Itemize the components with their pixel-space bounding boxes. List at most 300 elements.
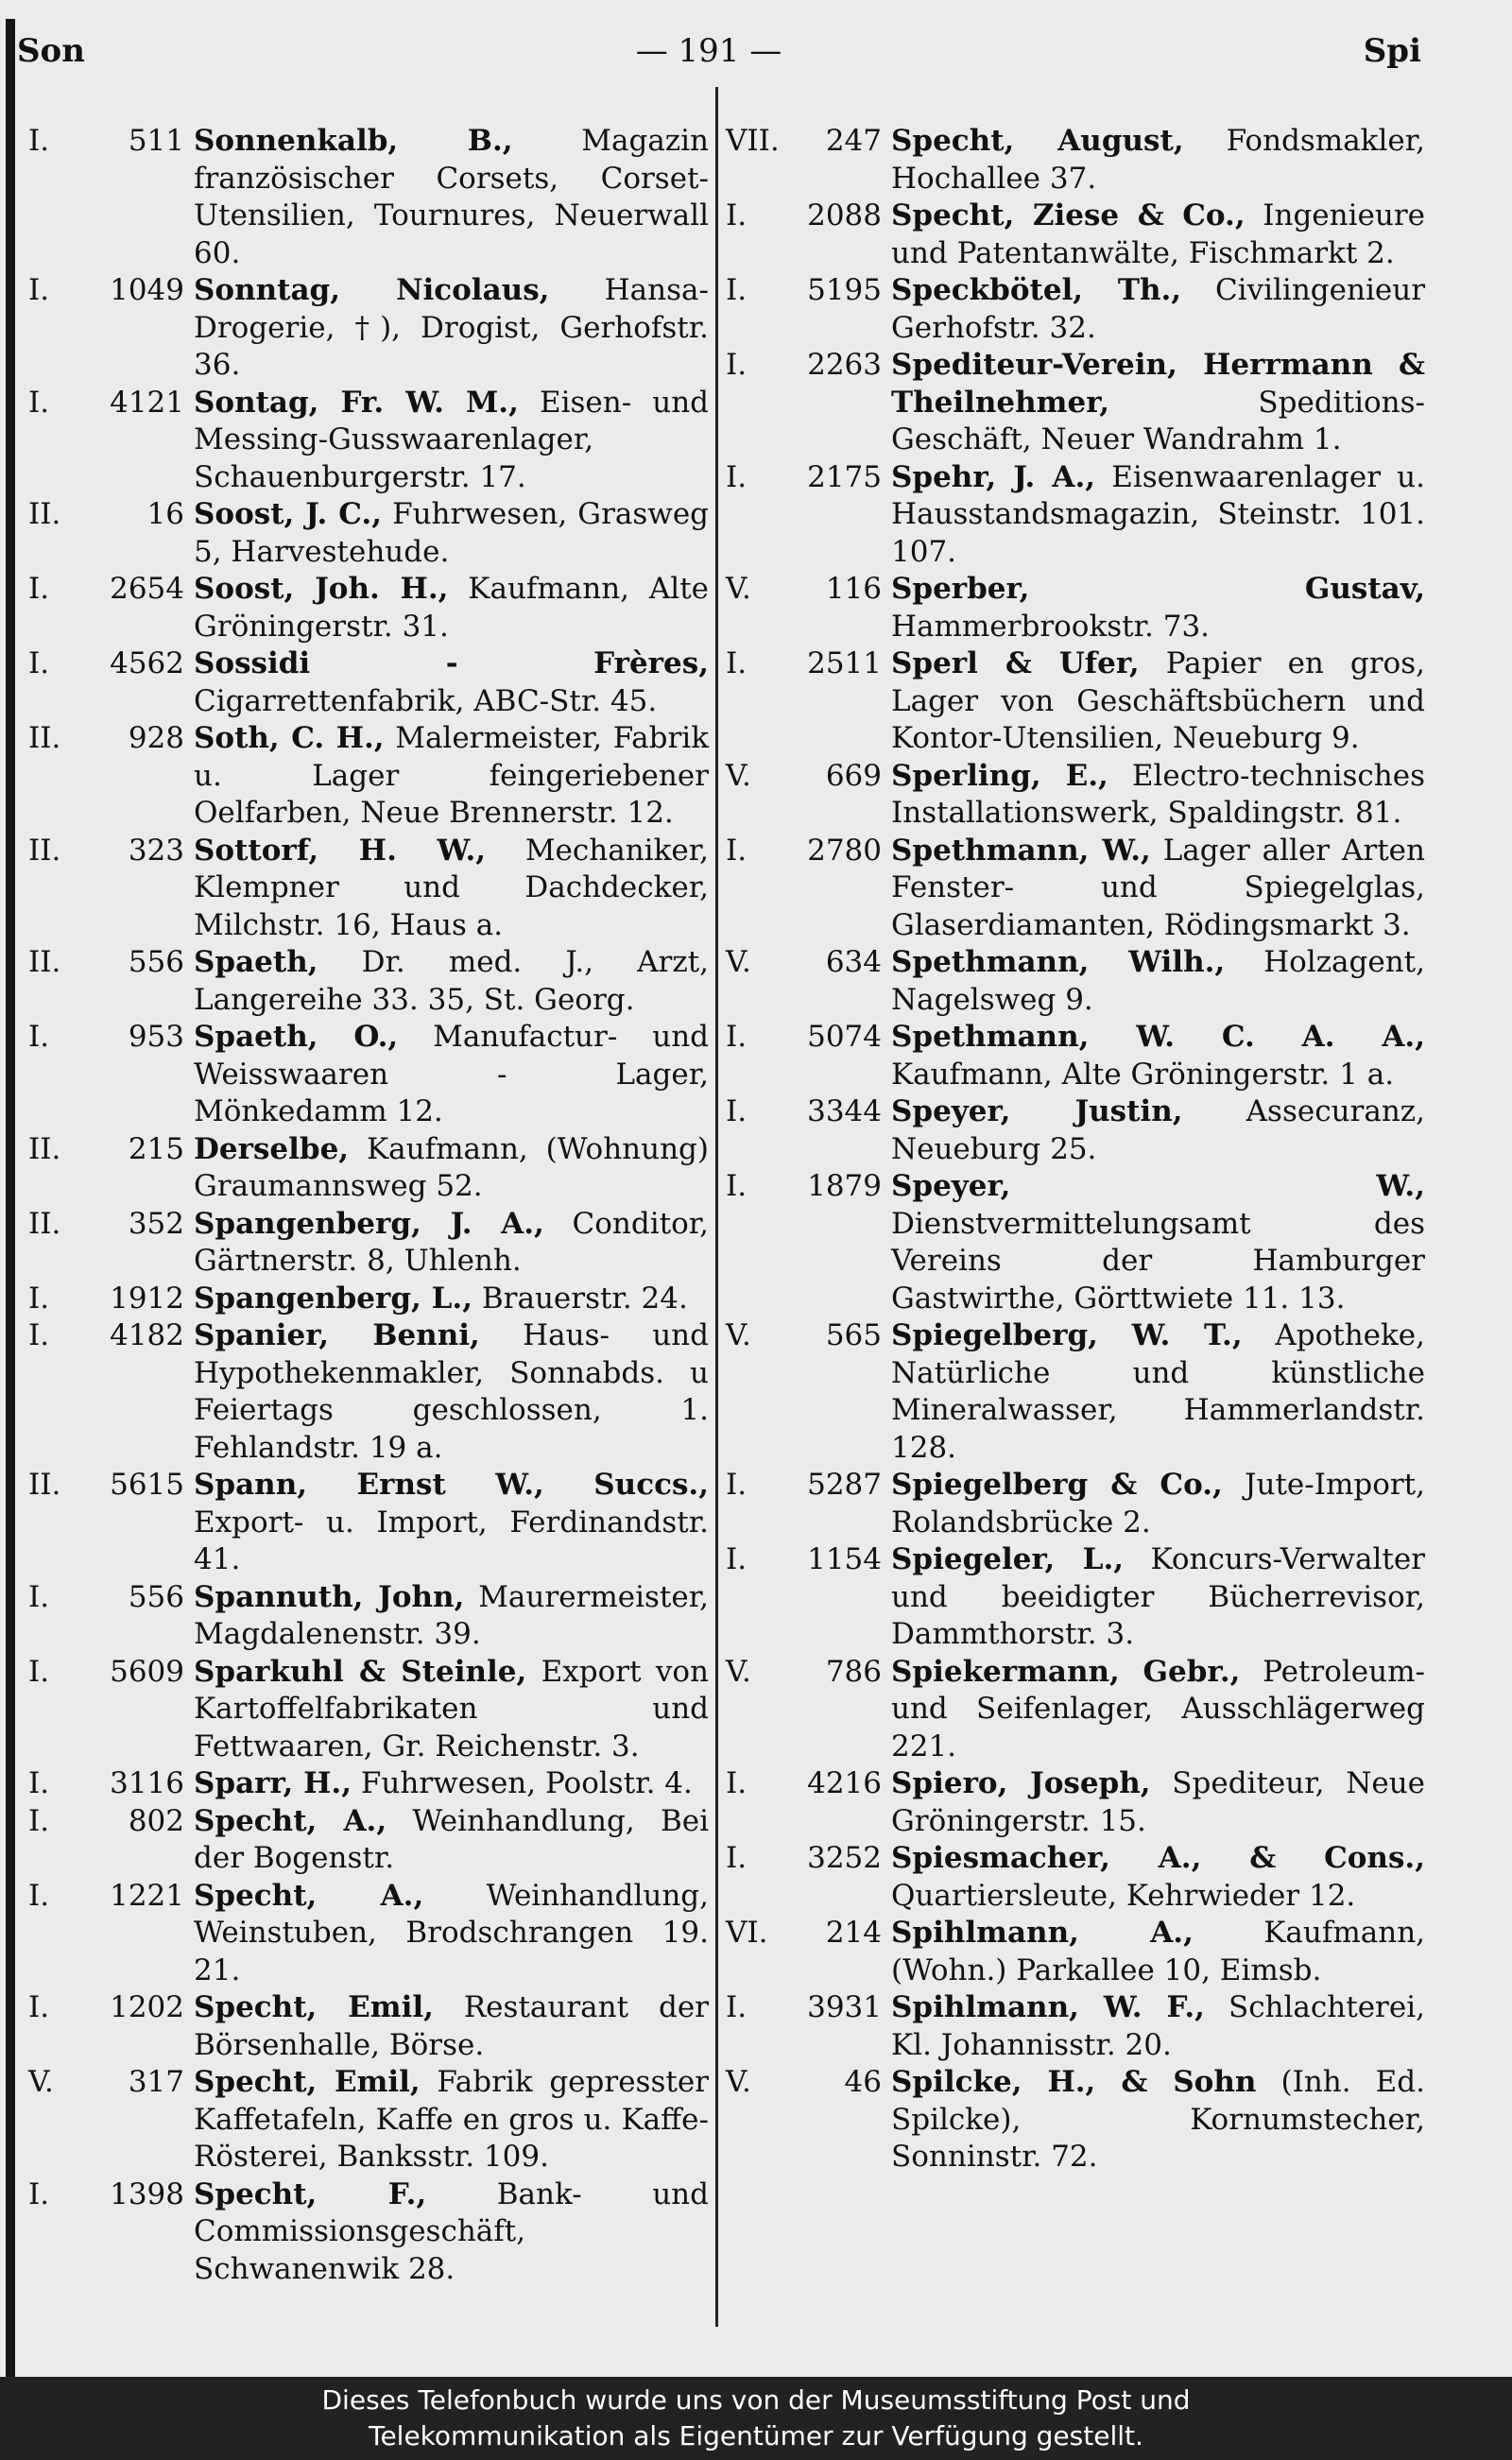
entry-text: Kaufmann, Alte Gröningerstr. 31. <box>194 572 709 644</box>
entry-name: Sontag, Fr. W. M., <box>194 385 519 420</box>
directory-entry <box>28 385 709 497</box>
entry-district: I. <box>28 1020 50 1054</box>
entry-phone: 2088 <box>807 198 882 232</box>
entry-body <box>891 272 1425 347</box>
footer-line-1: Dieses Telefonbuch wurde uns von der Museumsstiftung Post und <box>321 2384 1191 2416</box>
directory-entry <box>726 833 1425 945</box>
entry-phone: 3931 <box>807 1990 882 2024</box>
entry-text: Kaufmann, (Wohn.) Parkallee 10, Eimsb. <box>891 1916 1426 1987</box>
entry-phone: 1049 <box>110 273 184 307</box>
entry-name: Spann, Ernst W., Succs., <box>194 1468 709 1502</box>
entry-name: Spiesmacher, A., & Cons., <box>891 1841 1425 1875</box>
entry-district: I. <box>726 348 747 382</box>
entry-phone: 928 <box>128 721 184 755</box>
entry-number <box>28 272 194 385</box>
entry-name: Sperling, E., <box>891 758 1108 793</box>
entry-text: Malermeister, Fabrik u. Lager feingeriebener Oelfarben, Neue Brennerstr. 12. <box>194 721 709 830</box>
directory-entry <box>28 1131 709 1206</box>
directory-entry <box>726 645 1425 758</box>
entry-number <box>726 571 891 645</box>
entry-phone: 4182 <box>110 1318 184 1352</box>
running-head <box>0 32 1512 79</box>
entry-body <box>194 496 709 571</box>
directory-entry <box>28 944 709 1019</box>
entry-number <box>726 1467 891 1541</box>
entry-phone: 3344 <box>807 1094 882 1128</box>
entry-number <box>726 272 891 347</box>
entry-body <box>194 1019 709 1131</box>
entry-name: Spiero, Joseph, <box>891 1766 1151 1800</box>
entry-number <box>28 944 194 1019</box>
entry-text: Quartiersleute, Kehrwieder 12. <box>891 1878 1356 1913</box>
entry-district: I. <box>28 124 50 158</box>
directory-entry <box>726 198 1425 272</box>
entry-text: Dr. med. J., Arzt, Langereihe 33. 35, St. Georg. <box>194 945 710 1017</box>
entry-number <box>28 2064 194 2176</box>
directory-entry <box>28 571 709 645</box>
entry-phone: 669 <box>825 758 882 793</box>
entry-body <box>891 1765 1425 1840</box>
directory-entry <box>726 1317 1425 1467</box>
directory-entry <box>28 1765 709 1803</box>
directory-entry <box>726 1989 1425 2064</box>
entry-district: I. <box>726 1468 747 1502</box>
directory-entry <box>726 758 1425 833</box>
entry-name: Spangenberg, J. A., <box>194 1206 544 1241</box>
entry-district: I. <box>28 1878 50 1913</box>
entry-phone: 5287 <box>807 1468 882 1502</box>
directory-entry <box>726 944 1425 1019</box>
entry-text: Koncurs-Verwalter und beeidigter Bücherrevisor, Dammthorstr. 3. <box>891 1542 1425 1651</box>
entry-number <box>726 944 891 1019</box>
entry-body <box>891 571 1425 645</box>
directory-entry <box>726 459 1425 572</box>
entry-body <box>194 1989 709 2064</box>
entry-number <box>726 1989 891 2064</box>
entry-district: I. <box>28 1318 50 1352</box>
entry-phone: 2511 <box>807 646 882 680</box>
entry-number <box>28 385 194 497</box>
entry-phone: 2263 <box>807 348 882 382</box>
entry-phone: 1202 <box>110 1990 184 2024</box>
entry-text: Kaufmann, (Wohnung) Graumannsweg 52. <box>194 1131 709 1203</box>
entry-number <box>726 1915 891 1989</box>
directory-entry <box>726 123 1425 198</box>
directory-entry <box>28 272 709 385</box>
entry-phone: 247 <box>825 124 882 158</box>
directory-entry <box>726 1093 1425 1168</box>
entry-district: I. <box>28 1803 50 1838</box>
entry-phone: 953 <box>128 1020 184 1054</box>
page-number: — 191 — <box>635 32 782 70</box>
entry-text: Hammerbrookstr. 73. <box>891 609 1211 644</box>
entry-text: Magazin französischer Corsets, Corset-Utensilien, Tournures, Neuerwall 60. <box>194 124 710 270</box>
entry-body <box>194 1803 709 1878</box>
entry-text: Schlachterei, Kl. Johannisstr. 20. <box>891 1990 1425 2062</box>
entry-name: Sperl & Ufer, <box>891 646 1140 680</box>
entry-district: I. <box>726 1094 747 1128</box>
entry-district: I. <box>28 646 50 680</box>
entry-name: Spiegelberg & Co., <box>891 1468 1223 1502</box>
entry-number <box>28 1281 194 1318</box>
entry-phone: 556 <box>128 1579 184 1614</box>
header-right: Spi <box>1363 32 1421 70</box>
directory-entry <box>28 2064 709 2176</box>
entry-body <box>891 2064 1425 2176</box>
entry-number <box>726 833 891 945</box>
entry-text: Eisen- und Messing-Gusswaarenlager, Schauenburgerstr. 17. <box>194 385 710 494</box>
entry-name: Sparkuhl & Steinle, <box>194 1654 527 1689</box>
entry-phone: 634 <box>825 945 882 979</box>
entry-body <box>891 1467 1425 1541</box>
left-column <box>28 123 709 2288</box>
entry-district: V. <box>726 945 751 979</box>
entry-body <box>194 645 709 720</box>
entry-text: Kaufmann, Alte Gröningerstr. 1 a. <box>891 1057 1395 1092</box>
entry-text: Lager aller Arten Fenster- und Spiegelglas, Glaserdiamanten, Rödingsmarkt 3. <box>891 833 1425 942</box>
entry-body <box>891 944 1425 1019</box>
entry-district: I. <box>726 459 747 494</box>
entry-name: Spihlmann, A., <box>891 1916 1194 1950</box>
entry-body <box>891 758 1425 833</box>
entry-text: Apotheke, Natürliche und künstliche Mineralwasser, Hammerlandstr. 128. <box>891 1318 1425 1465</box>
entry-text: Export von Kartoffelfabrikaten und Fettwaaren, Gr. Reichenstr. 3. <box>194 1654 709 1763</box>
entry-number <box>28 1131 194 1206</box>
footer-line-2: Telekommunikation als Eigentümer zur Verfügung gestellt. <box>369 2420 1143 2451</box>
entry-body <box>194 272 709 385</box>
entry-phone: 565 <box>825 1318 882 1352</box>
entry-number <box>28 1579 194 1654</box>
entry-district: I. <box>726 1766 747 1800</box>
entry-district: I. <box>28 572 50 606</box>
directory-entry <box>28 1281 709 1318</box>
entry-body <box>891 459 1425 572</box>
entry-text: Jute-Import, Rolandsbrücke 2. <box>891 1468 1425 1540</box>
entry-number <box>726 1168 891 1317</box>
entry-text: Petroleum- und Seifenlager, Ausschlägerweg 221. <box>891 1654 1425 1763</box>
entry-district: II. <box>28 833 61 868</box>
entry-name: Spaeth, O., <box>194 1020 399 1054</box>
entry-phone: 214 <box>825 1916 882 1950</box>
entry-number <box>726 459 891 572</box>
entry-name: Specht, Emil, <box>194 1990 434 2024</box>
entry-text: Assecuranz, Neueburg 25. <box>891 1094 1425 1166</box>
entry-district: VII. <box>726 124 780 158</box>
entry-text: (Inh. Ed. Spilcke), Kornumstecher, Sonninstr. 72. <box>891 2065 1425 2174</box>
entry-phone: 1221 <box>110 1878 184 1913</box>
entry-name: Spethmann, Wilh., <box>891 945 1226 979</box>
entry-phone: 1154 <box>807 1542 882 1576</box>
entry-number <box>28 1878 194 1990</box>
entry-phone: 323 <box>128 833 184 868</box>
entry-text: Fondsmakler, Hochallee 37. <box>891 124 1425 196</box>
entry-body <box>194 1765 709 1803</box>
entry-number <box>28 496 194 571</box>
entry-phone: 2654 <box>110 572 184 606</box>
entry-district: I. <box>28 273 50 307</box>
entry-name: Spethmann, W., <box>891 833 1151 868</box>
header-left: Son <box>17 32 85 70</box>
entry-body <box>891 1317 1425 1467</box>
entry-body <box>194 1579 709 1654</box>
entry-number <box>28 720 194 833</box>
entry-phone: 1912 <box>110 1281 184 1316</box>
directory-entry <box>726 1467 1425 1541</box>
entry-district: I. <box>726 1542 747 1576</box>
entry-name: Speyer, W., <box>891 1169 1425 1203</box>
entry-number <box>28 1019 194 1131</box>
entry-body <box>194 720 709 833</box>
entry-phone: 786 <box>825 1654 882 1689</box>
entry-number <box>726 1840 891 1915</box>
entry-phone: 556 <box>128 945 184 979</box>
entry-name: Soost, Joh. H., <box>194 572 449 606</box>
entry-number <box>726 645 891 758</box>
directory-entry <box>726 1915 1425 1989</box>
entry-district: VI. <box>726 1916 768 1950</box>
entry-name: Sottorf, H. W., <box>194 833 487 868</box>
entry-name: Soth, C. H., <box>194 721 385 755</box>
entry-name: Specht, Ziese & Co., <box>891 198 1246 232</box>
entry-number <box>726 1019 891 1093</box>
directory-entry <box>726 1765 1425 1840</box>
entry-body <box>891 645 1425 758</box>
directory-entry <box>28 833 709 945</box>
entry-number <box>28 833 194 945</box>
entry-name: Specht, F., <box>194 2176 427 2211</box>
directory-entry <box>726 347 1425 459</box>
entry-name: Specht, Emil, <box>194 2065 421 2099</box>
directory-entry <box>28 1579 709 1654</box>
entry-district: II. <box>28 721 61 755</box>
entry-phone: 46 <box>844 2065 882 2099</box>
entry-body <box>194 385 709 497</box>
entry-phone: 352 <box>128 1206 184 1241</box>
directory-entry <box>28 645 709 720</box>
entry-body <box>891 1541 1425 1654</box>
entry-text: Maurermeister, Magdalenenstr. 39. <box>194 1579 709 1651</box>
directory-entry <box>28 1317 709 1467</box>
entry-body <box>891 123 1425 198</box>
directory-entry <box>28 1654 709 1766</box>
entry-district: V. <box>726 572 751 606</box>
page-spine <box>6 19 15 2377</box>
entry-body <box>194 1467 709 1579</box>
entry-name: Derselbe, <box>194 1131 350 1166</box>
entry-name: Sonnenkalb, B., <box>194 124 513 158</box>
entry-number <box>726 1317 891 1467</box>
entry-text: Weinhandlung, Bei der Bogenstr. <box>194 1803 709 1875</box>
entry-phone: 4562 <box>110 646 184 680</box>
entry-district: V. <box>726 1318 751 1352</box>
entry-text: Cigarrettenfabrik, ABC-Str. 45. <box>194 683 658 718</box>
entry-body <box>891 833 1425 945</box>
entry-text: Papier en gros, Lager von Geschäftsbüchern und Kontor-Utensilien, Neueburg 9. <box>891 646 1425 755</box>
directory-entry <box>726 1541 1425 1654</box>
entry-number <box>28 1989 194 2064</box>
entry-number <box>726 198 891 272</box>
entry-body <box>194 1654 709 1766</box>
entry-text: Weinhandlung, Weinstuben, Brodschrangen 19. 21. <box>194 1878 709 1987</box>
entry-name: Specht, August, <box>891 124 1184 158</box>
entry-phone: 116 <box>825 572 882 606</box>
directory-entry <box>28 496 709 571</box>
entry-district: I. <box>28 1579 50 1614</box>
entry-district: II. <box>28 1468 61 1502</box>
entry-number <box>726 1765 891 1840</box>
entry-name: Spaeth, <box>194 945 318 979</box>
entry-number <box>28 645 194 720</box>
entry-district: I. <box>726 833 747 868</box>
directory-entry <box>726 1840 1425 1915</box>
entry-body <box>194 1281 709 1318</box>
entry-district: I. <box>726 1169 747 1203</box>
entry-phone: 802 <box>128 1803 184 1838</box>
entry-number <box>28 1803 194 1878</box>
entry-district: I. <box>726 1841 747 1875</box>
entry-district: I. <box>28 2176 50 2211</box>
entry-body <box>891 347 1425 459</box>
entry-name: Spiegelberg, W. T., <box>891 1318 1243 1352</box>
entry-name: Spiekermann, Gebr., <box>891 1654 1241 1689</box>
entry-body <box>194 2176 709 2289</box>
entry-name: Spangenberg, L., <box>194 1281 472 1316</box>
entry-body <box>194 1131 709 1206</box>
entry-number <box>726 1541 891 1654</box>
entry-phone: 3116 <box>110 1766 184 1800</box>
entry-number <box>726 123 891 198</box>
entry-body <box>891 1840 1425 1915</box>
directory-entry <box>726 1168 1425 1317</box>
entry-phone: 5609 <box>110 1654 184 1689</box>
entry-body <box>194 1317 709 1467</box>
entry-text: Fuhrwesen, Poolstr. 4. <box>360 1766 693 1800</box>
entry-name: Spihlmann, W. F., <box>891 1990 1205 2024</box>
entry-district: II. <box>28 945 61 979</box>
entry-text: Fuhrwesen, Grasweg 5, Harvestehude. <box>194 497 710 569</box>
entry-name: Sperber, Gustav, <box>891 572 1425 606</box>
entry-name: Speyer, Justin, <box>891 1094 1183 1128</box>
entry-phone: 4121 <box>110 385 184 420</box>
entry-name: Sparr, H., <box>194 1766 352 1800</box>
entry-district: I. <box>28 385 50 420</box>
directory-entry <box>28 123 709 272</box>
entry-district: V. <box>726 758 751 793</box>
entry-number <box>726 347 891 459</box>
entry-text: Dienstvermittelungsamt des Vereins der Hamburger Gastwirthe, Görttwiete 11. 13. <box>891 1206 1425 1316</box>
entry-text: Fabrik gepresster Kaffetafeln, Kaffe en gros u. Kaffe-Rösterei, Banksstr. 109. <box>194 2065 709 2174</box>
entry-name: Speckbötel, Th., <box>891 273 1182 307</box>
entry-name: Soost, J. C., <box>194 497 383 531</box>
entry-body <box>194 1878 709 1990</box>
entry-name: Sossidi - Frères, <box>194 646 709 680</box>
entry-body <box>891 1019 1425 1093</box>
directory-entry <box>28 1803 709 1878</box>
entry-body <box>194 2064 709 2176</box>
entry-text: Speditions-Geschäft, Neuer Wandrahm 1. <box>891 385 1425 456</box>
entry-district: I. <box>28 1766 50 1800</box>
entry-name: Spehr, J. A., <box>891 459 1096 494</box>
entry-text: Civilingenieur Gerhofstr. 32. <box>891 273 1426 345</box>
entry-text: Spediteur, Neue Gröningerstr. 15. <box>891 1766 1426 1838</box>
directory-entry <box>28 720 709 833</box>
entry-body <box>891 1093 1425 1168</box>
entry-district: I. <box>28 1654 50 1689</box>
entry-body <box>194 833 709 945</box>
entry-phone: 4216 <box>807 1766 882 1800</box>
entry-number <box>28 1467 194 1579</box>
entry-name: Spethmann, W. C. A. A., <box>891 1020 1425 1054</box>
entry-name: Sonntag, Nicolaus, <box>194 273 550 307</box>
right-column <box>726 123 1425 2176</box>
entry-district: I. <box>726 198 747 232</box>
entry-phone: 5615 <box>110 1468 184 1502</box>
entry-text: Haus- und Hypothekenmakler, Sonnabds. u Feiertags geschlossen, 1. Fehlandstr. 19 a. <box>194 1318 709 1465</box>
entry-district: I. <box>726 1990 747 2024</box>
entry-text: Mechaniker, Klempner und Dachdecker, Milchstr. 16, Haus a. <box>194 833 709 942</box>
entry-body <box>891 1915 1425 1989</box>
entry-name: Spannuth, John, <box>194 1579 465 1614</box>
entry-number <box>726 2064 891 2176</box>
entry-district: I. <box>726 273 747 307</box>
entry-phone: 1879 <box>807 1169 882 1203</box>
entry-number <box>28 1206 194 1281</box>
entry-text: Hansa-Drogerie, †), Drogist, Gerhofstr. 36. <box>194 273 709 382</box>
footer-notice <box>0 2377 1512 2460</box>
entry-text: Eisenwaarenlager u. Hausstandsmagazin, Steinstr. 101. 107. <box>891 459 1425 569</box>
entry-phone: 1398 <box>110 2176 184 2211</box>
directory-entry <box>726 272 1425 347</box>
directory-entry <box>28 1467 709 1579</box>
entry-text: Bank- und Commissionsgeschäft, Schwanenwik 28. <box>194 2176 709 2286</box>
directory-entry <box>28 1206 709 1281</box>
entry-name: Specht, A., <box>194 1878 424 1913</box>
entry-phone: 2780 <box>807 833 882 868</box>
directory-entry <box>726 1654 1425 1766</box>
entry-phone: 16 <box>146 497 184 531</box>
entry-text: Export- u. Import, Ferdinandstr. 41. <box>194 1505 709 1576</box>
entry-number <box>28 1654 194 1766</box>
directory-entry <box>28 1019 709 1131</box>
entry-number <box>28 2176 194 2289</box>
entry-text: Conditor, Gärtnerstr. 8, Uhlenh. <box>194 1206 709 1278</box>
directory-entry <box>28 1989 709 2064</box>
entry-name: Spanier, Benni, <box>194 1318 480 1352</box>
entry-body <box>194 1206 709 1281</box>
entry-phone: 317 <box>128 2065 184 2099</box>
entry-district: II. <box>28 1206 61 1241</box>
entry-district: I. <box>28 1281 50 1316</box>
entry-number <box>28 123 194 272</box>
entry-body <box>194 571 709 645</box>
directory-entry <box>28 2176 709 2289</box>
entry-body <box>891 1989 1425 2064</box>
directory-entry <box>28 1878 709 1990</box>
entry-text: Holzagent, Nagelsweg 9. <box>891 945 1425 1017</box>
entry-district: V. <box>28 2065 54 2099</box>
entry-district: V. <box>726 1654 751 1689</box>
entry-text: Brauerstr. 24. <box>481 1281 688 1316</box>
entry-name: Spediteur-Verein, Herrmann & Theilnehmer, <box>891 348 1425 420</box>
entry-district: I. <box>28 1990 50 2024</box>
entry-body <box>194 123 709 272</box>
entry-district: V. <box>726 2065 751 2099</box>
entry-body <box>891 1654 1425 1766</box>
entry-number <box>28 571 194 645</box>
entry-district: II. <box>28 497 61 531</box>
entry-number <box>28 1317 194 1467</box>
entry-text: Manufactur- und Weisswaaren - Lager, Mönkedamm 12. <box>194 1020 709 1128</box>
